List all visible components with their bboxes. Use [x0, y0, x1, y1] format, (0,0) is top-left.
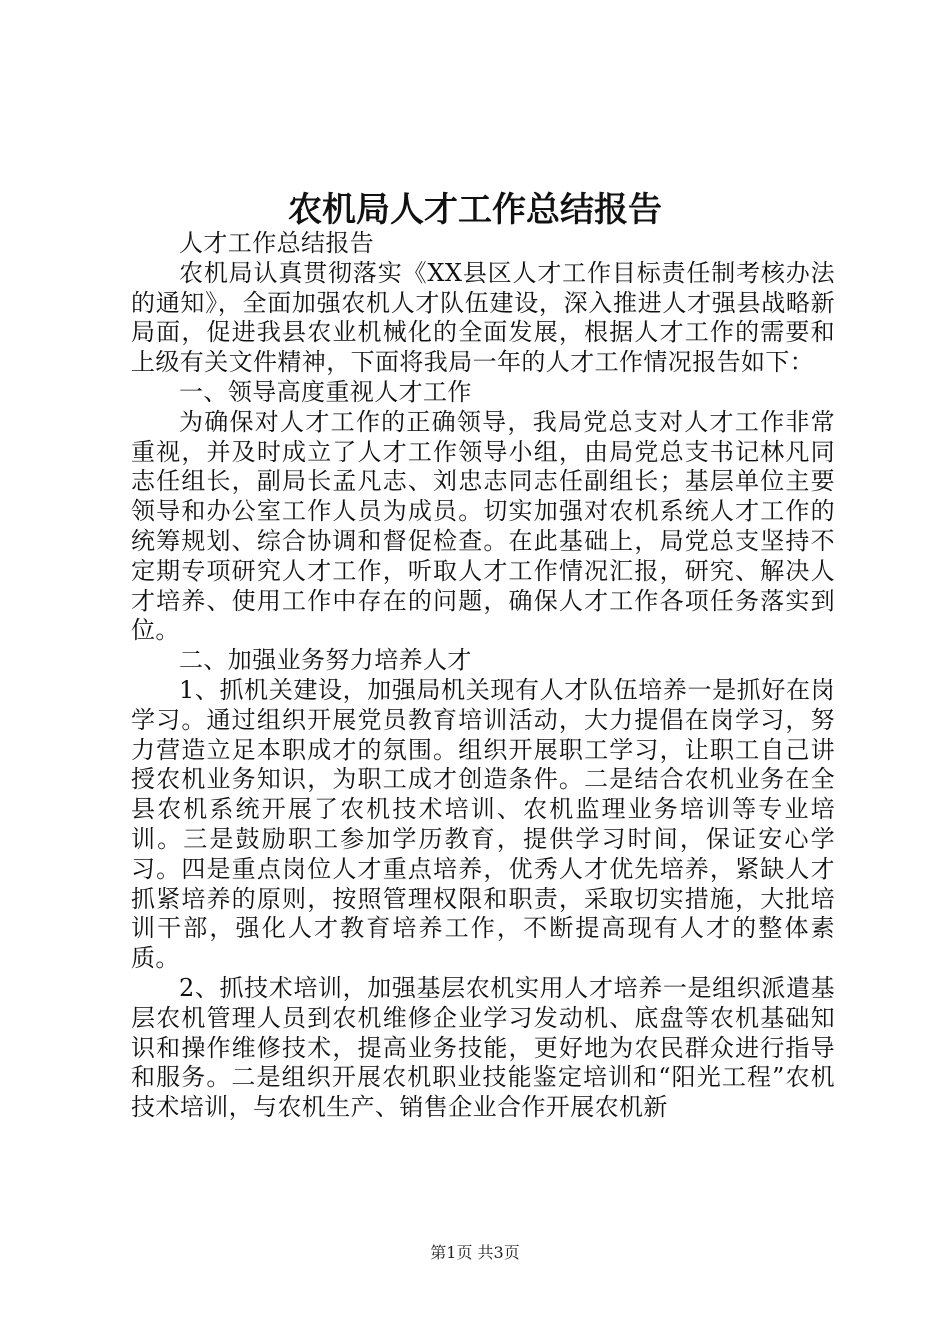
- paragraph-subtitle: 人才工作总结报告: [179, 229, 375, 257]
- page-footer: 第1页 共3页: [430, 1243, 520, 1262]
- paragraph-section-1: 为确保对人才工作的正确领导，我局党总支对人才工作非常重视，并及时成立了人才工作领导小组，由局党总支书记林凡同志任组长，副局长孟凡志、刘忠志同志任副组长；基层单位主要领导和办公室工作人员为成员。切实加强对农机系统人才工作的统筹规划、综合协调和督促检查。在此基础上，局党总支坚持不定期专项研究人才工作，听取人才工作情况汇报，研究、解决人才培养、使用工作中存在的问题，确保人才工作各项任务落实到位。: [131, 407, 835, 645]
- paragraph-item-2: 2、抓技术培训，加强基层农机实用人才培养一是组织派遣基层农机管理人员到农机维修企业学习发动机、底盘等农机基础知识和操作维修技术，提高业务技能，更好地为农民群众进行指导和服务。二是组织开展农机职业技能鉴定培训和“阳光工程”农机技术培训，与农机生产、销售企业合作开展农机新: [131, 973, 835, 1122]
- paragraph-item-1: 1、抓机关建设，加强局机关现有人才队伍培养一是抓好在岗学习。通过组织开展党员教育培训活动，大力提倡在岗学习，努力营造立足本职成才的氛围。组织开展职工学习，让职工自己讲授农机业务知识，为职工成才创造条件。二是结合农机业务在全县农机系统开展了农机技术培训、农机监理业务培训等专业培训。三是鼓励职工参加学历教育，提供学习时间，保证安心学习。四是重点岗位人才重点培养，优秀人才优先培养，紧缺人才抓紧培养的原则，按照管理权限和职责，采取切实措施，大批培训干部，强化人才教育培养工作，不断提高现有人才的整体素质。: [131, 675, 835, 973]
- section-heading-2: 二、加强业务努力培养人才: [179, 646, 472, 675]
- document-title: 农机局人才工作总结报告: [288, 190, 662, 230]
- paragraph-intro: 农机局认真贯彻落实《XX县区人才工作目标责任制考核办法的通知》，全面加强农机人才队伍建设，深入推进人才强县战略新局面，促进我县农业机械化的全面发展，根据人才工作的需要和上级有关文件精神，下面将我局一年的人才工作情况报告如下：: [131, 258, 835, 377]
- section-heading-1: 一、领导高度重视人才工作: [179, 377, 472, 406]
- document-body: [131, 229, 835, 1123]
